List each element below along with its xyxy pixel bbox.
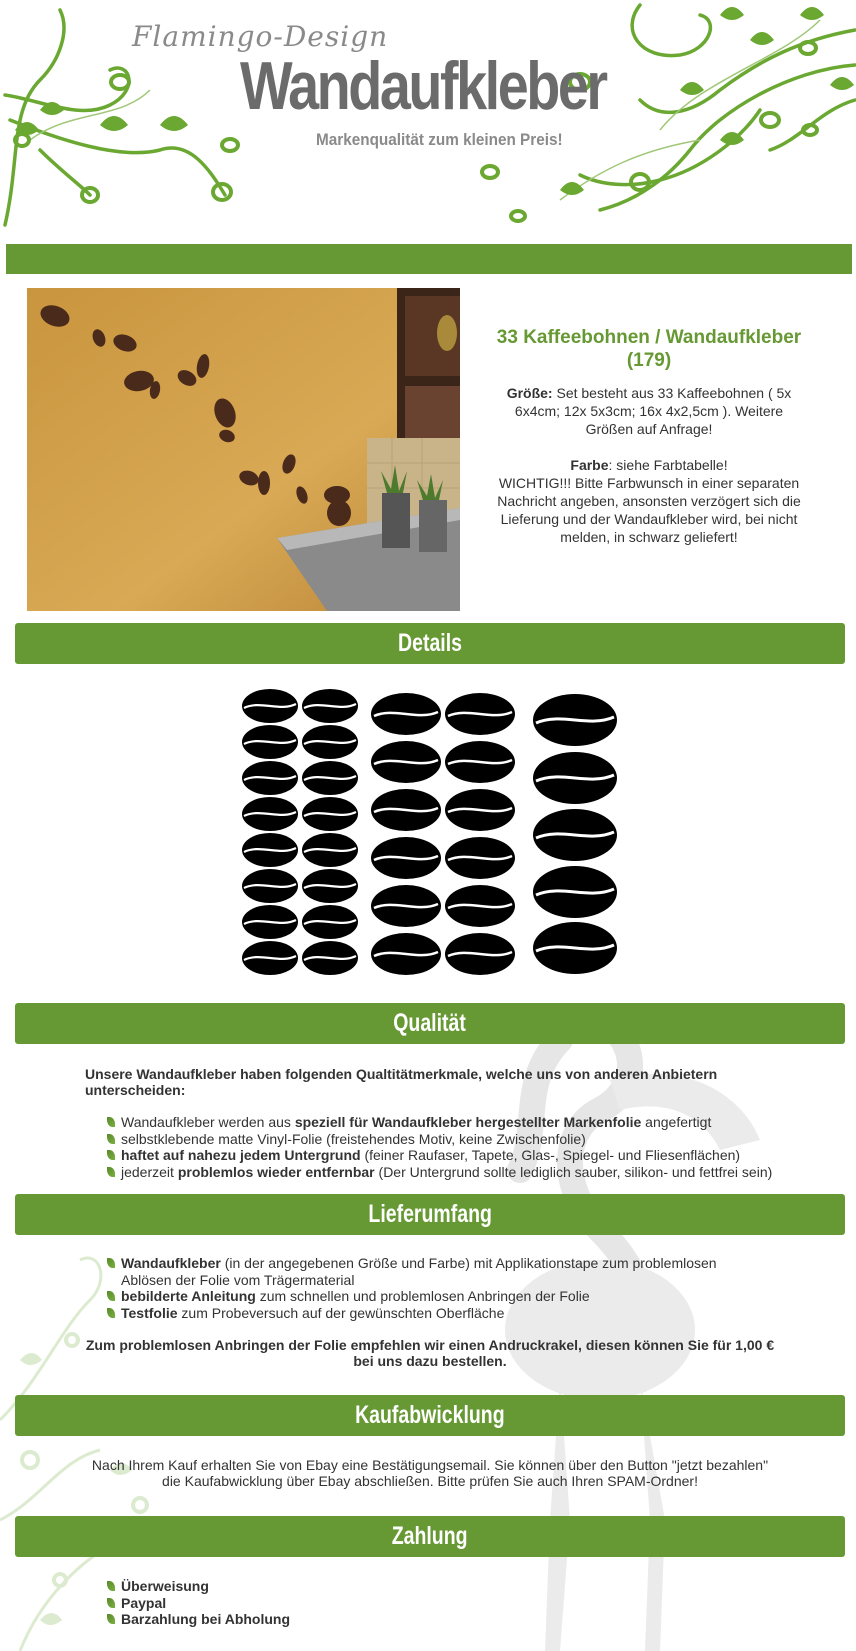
section-header-lieferumfang: Lieferumfang [15,1194,845,1235]
list-item: Testfolie zum Probeversuch auf der gewünschten Oberfläche [107,1305,757,1322]
list-item: selbstklebende matte Vinyl-Folie (freistehendes Motiv, keine Zwischenfolie) [107,1131,827,1148]
section-header-details: Details [15,623,845,664]
size-paragraph [494,384,804,438]
payment-item: Barzahlung bei Abholung [107,1611,507,1628]
small-beans [242,689,358,975]
color-label: Farbe [570,457,609,473]
color-paragraph [494,456,804,546]
product-title: 33 Kaffeebohnen / Wandaufkleber (179) [496,327,802,371]
section-header-zahlung: Zahlung [15,1516,845,1557]
list-item: haftet auf nahezu jedem Untergrund (feiner Raufaser, Tapete, Glas-, Spiegel- und Fliesenflächen) [107,1147,827,1164]
payment-item: Paypal [107,1595,507,1612]
coffee-bean-sheet [240,688,620,978]
section-header-kaufabwicklung: Kaufabwicklung [15,1395,845,1436]
payment-list [107,1578,507,1628]
list-item: Wandaufkleber werden aus speziell für Wandaufkleber hergestellter Markenfolie angefertigt [107,1114,827,1131]
size-label: Größe: [506,385,553,401]
section-header-qualitaet: Qualität [15,1003,845,1044]
medium-beans [371,693,515,975]
color-warning: WICHTIG!!! Bitte Farbwunsch in einer separaten Nachricht angeben, ansonsten verzögert sich die Lieferung und der Wandaufkleber wird, bei nicht melden, in schwarz geliefert! [497,475,801,545]
brand-script-title: Flamingo-Design [132,20,389,53]
product-info [494,326,804,546]
brand-slogan: Markenqualität zum kleinen Preis! [316,130,563,149]
quality-intro: Unsere Wandaufkleber haben folgenden Qualtitätmerkmale, welche uns von anderen Anbietern unterscheiden: [85,1066,718,1098]
payment-item: Überweisung [107,1578,507,1595]
delivery-list [107,1255,757,1321]
list-item: Wandaufkleber (in der angegebenen Größe und Farbe) mit Applikationstape zum problemlosen Ablösen der Folie vom Trägermaterial [107,1255,757,1288]
list-item: jederzeit problemlos wieder entfernbar (Der Untergrund sollte lediglich sauber, silikon- und fettfrei sein) [107,1164,827,1181]
quality-list [107,1114,827,1180]
size-text: Set besteht aus 33 Kaffeebohnen ( 5x 6x4cm; 12x 5x3cm; 16x 4x2,5cm ). Weitere Größen auf Anfrage! [514,385,792,437]
checkout-text: Nach Ihrem Kauf erhalten Sie von Ebay eine Bestätigungsemail. Sie können über den Button "jetzt bezahlen" die Kaufabwicklung über Ebay abschließen. Bitte prüfen Sie auch Ihren SPAM-Ordner! [91,1457,769,1489]
green-header-bar [6,244,852,274]
list-item: bebilderte Anleitung zum schnellen und problemlosen Anbringen der Folie [107,1288,757,1305]
product-photo [27,288,460,611]
large-beans [533,694,617,974]
color-text: : siehe Farbtabelle! [608,457,728,473]
header-banner [0,0,856,240]
squeegee-note: Zum problemlosen Anbringen der Folie empfehlen wir einen Andruckrakel, diesen können Sie für 1,00 € bei uns dazu bestellen. [85,1337,775,1369]
brand-main-title: Wandaufkleber [240,48,606,124]
